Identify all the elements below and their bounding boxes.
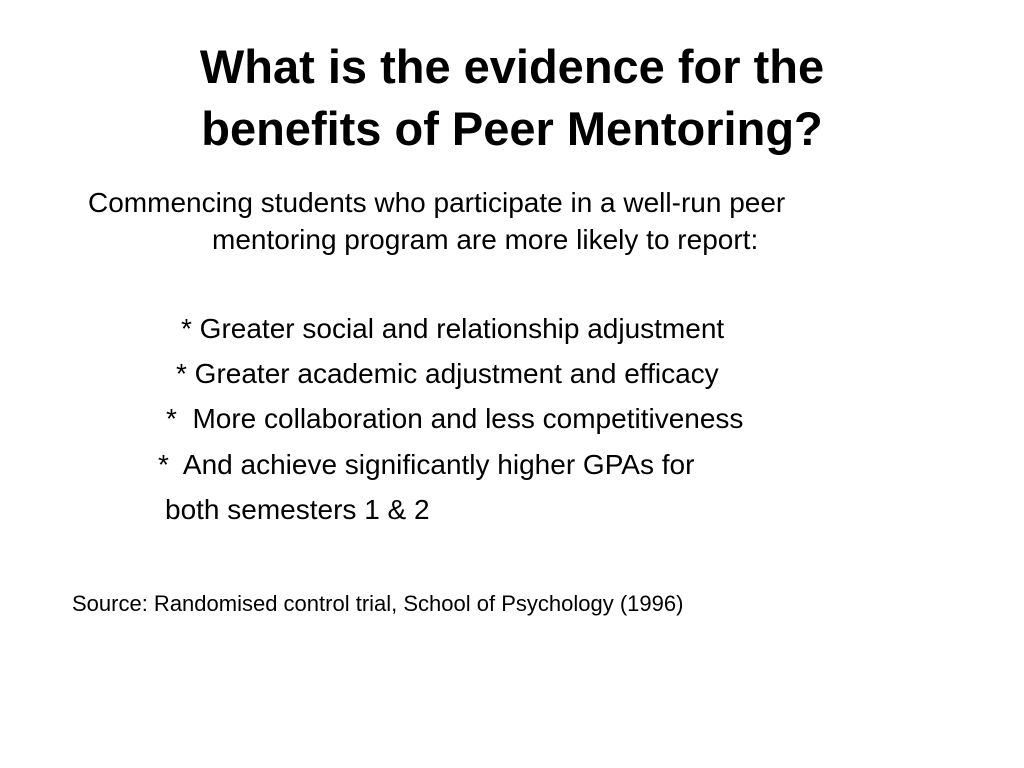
title-line-2: benefits of Peer Mentoring? (201, 102, 823, 155)
intro-text-line-2: mentoring program are more likely to report: (212, 224, 759, 255)
bullet-academic-adjustment: * Greater academic adjustment and efficacy (176, 358, 719, 389)
bullet-higher-gpas-continued: both semesters 1 & 2 (165, 494, 430, 525)
title-line-1: What is the evidence for the (199, 40, 825, 93)
slide-title (0, 36, 1024, 160)
source-citation: Source: Randomised control trial, School of Psychology (1996) (72, 591, 684, 616)
bullet-social-adjustment: * Greater social and relationship adjustment (181, 313, 725, 344)
bullet-collaboration: * More collaboration and less competitiveness (166, 403, 744, 434)
intro-text-line-1: Commencing students who participate in a well-run peer (88, 187, 786, 218)
bullet-higher-gpas: * And achieve significantly higher GPAs for (158, 449, 695, 480)
